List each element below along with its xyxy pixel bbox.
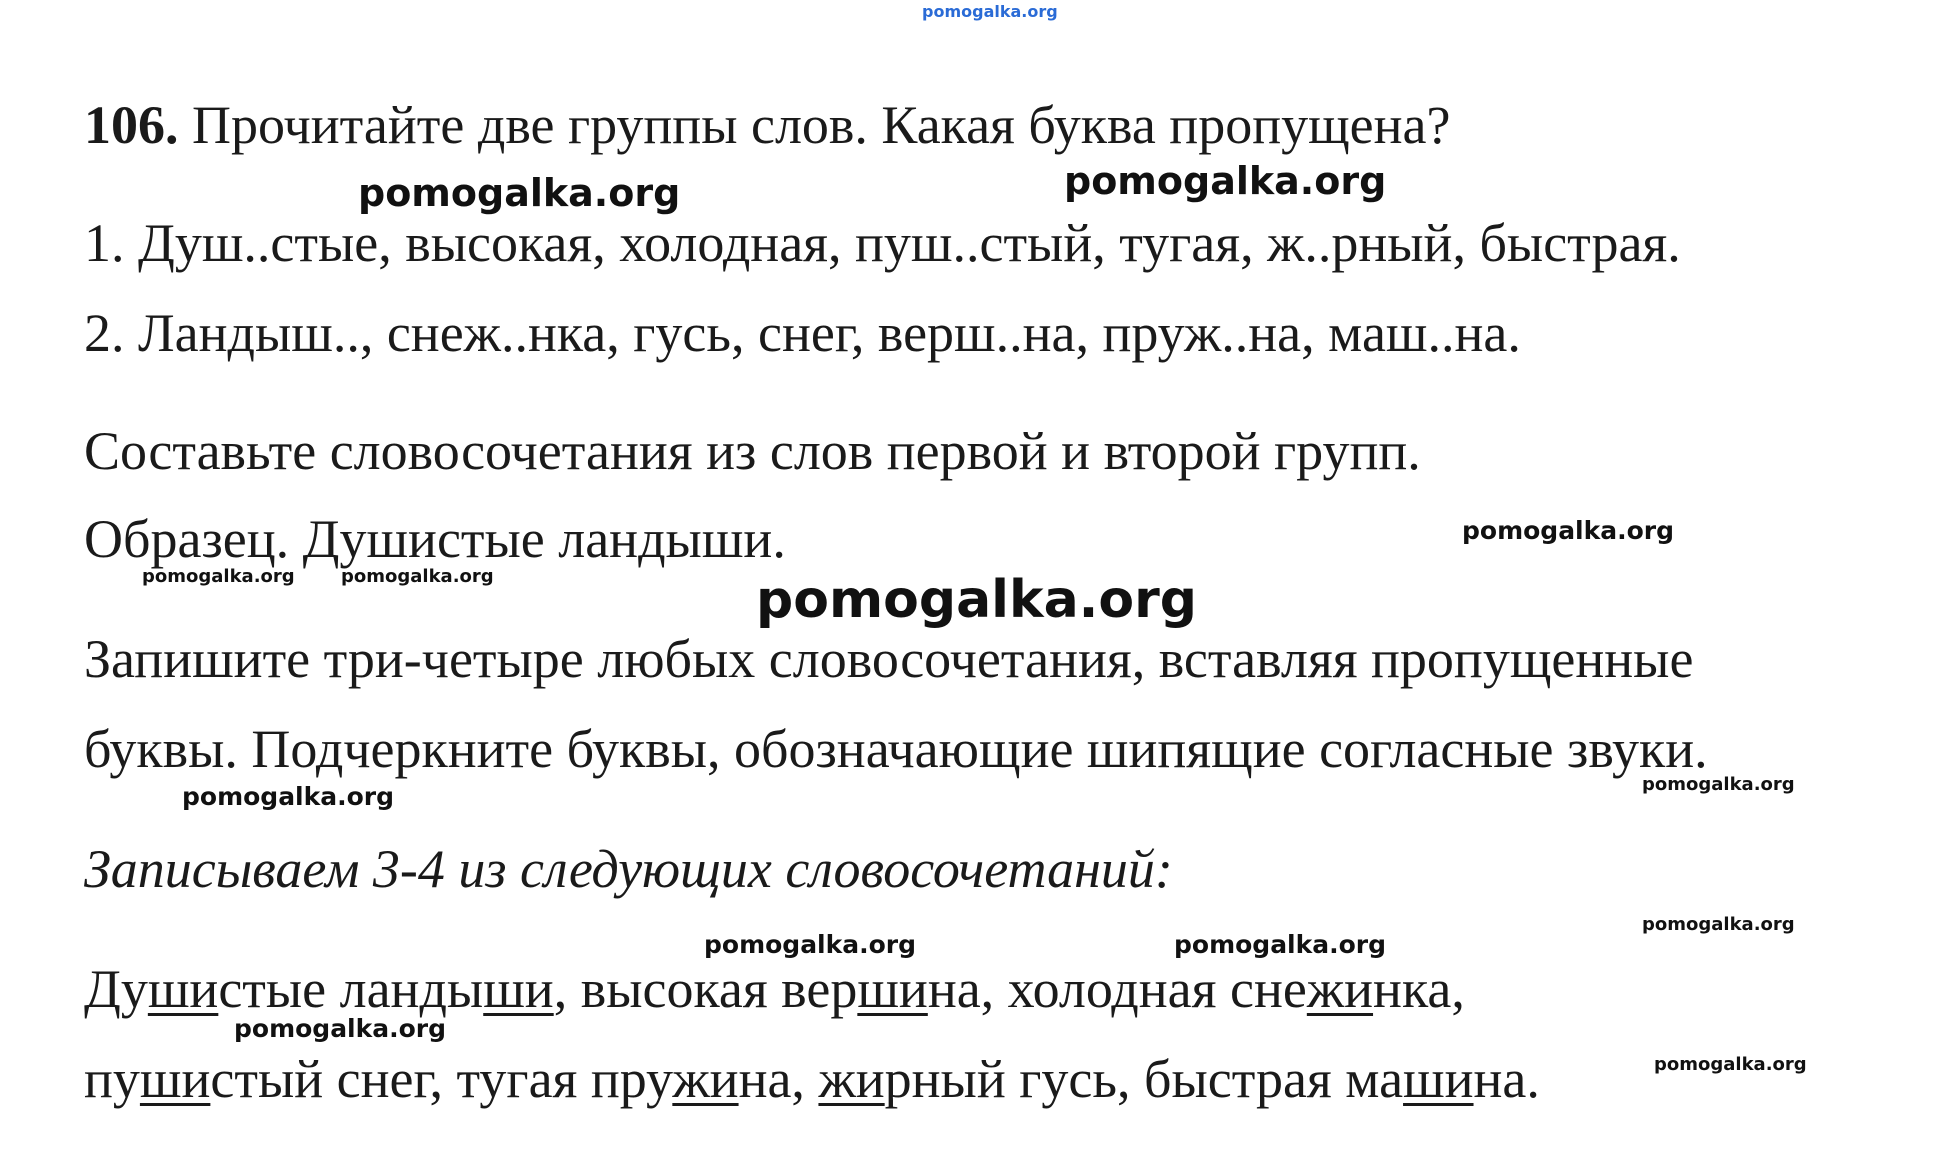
group-1: 1. Душ..стые, высокая, холодная, пуш..стый, тугая, ж..рный, быстрая.	[84, 213, 1681, 273]
underlined-letters: ши	[483, 959, 554, 1019]
underlined-letters: жи	[818, 1049, 885, 1109]
text-segment: стые ланды	[218, 959, 484, 1019]
watermark: pomogalka.org	[1654, 1054, 1807, 1075]
watermark: pomogalka.org	[1064, 159, 1387, 203]
underlined-letters: ши	[139, 1049, 211, 1109]
watermark: pomogalka.org	[1642, 774, 1795, 795]
watermark: pomogalka.org	[1462, 516, 1675, 545]
text-segment: на,	[738, 1049, 819, 1109]
text-segment: на, холодная сне	[927, 959, 1307, 1019]
text-segment: стый снег, тугая пру	[210, 1049, 673, 1109]
task-heading	[84, 95, 1451, 155]
watermark: pomogalka.org	[142, 566, 295, 587]
example-line: Образец. Душистые ландыши.	[84, 509, 786, 569]
text-segment: , высокая вер	[553, 959, 858, 1019]
watermark: pomogalka.org	[341, 566, 494, 587]
answer-intro: Записываем 3-4 из следующих словосочетаний:	[84, 839, 1173, 899]
underlined-letters: ши	[147, 959, 219, 1019]
header-watermark: pomogalka.org	[922, 2, 1058, 21]
text-segment: на.	[1473, 1049, 1540, 1109]
group-2: 2. Ландыш.., снеж..нка, гусь, снег, верш..на, пруж..на, маш..на.	[84, 303, 1521, 363]
watermark: pomogalka.org	[704, 930, 917, 959]
underlined-letters: ши	[857, 959, 928, 1019]
answer-line-1	[84, 959, 1465, 1019]
write-instruction-line1: Запишите три-четыре любых словосочетания, вставляя пропущенные	[84, 629, 1694, 689]
task-number: 106.	[84, 95, 179, 155]
watermark: pomogalka.org	[756, 570, 1198, 630]
write-instruction-line2: буквы. Подчеркните буквы, обозначающие шипящие согласные звуки.	[84, 719, 1708, 779]
answer-line-2	[84, 1049, 1540, 1109]
text-segment: рный гусь, быстрая ма	[884, 1049, 1404, 1109]
watermark: pomogalka.org	[1642, 914, 1795, 935]
compose-instruction: Составьте словосочетания из слов первой и второй групп.	[84, 421, 1421, 481]
watermark: pomogalka.org	[234, 1014, 447, 1043]
text-segment: нка,	[1373, 959, 1465, 1019]
underlined-letters: жи	[1306, 959, 1374, 1019]
text-segment: пу	[84, 1049, 140, 1109]
watermark: pomogalka.org	[358, 171, 681, 215]
underlined-letters: жи	[672, 1049, 739, 1109]
watermark: pomogalka.org	[1174, 930, 1387, 959]
text-segment: Ду	[84, 959, 148, 1019]
task-question: Прочитайте две группы слов. Какая буква пропущена?	[192, 95, 1451, 155]
underlined-letters: ши	[1403, 1049, 1474, 1109]
watermark: pomogalka.org	[182, 782, 395, 811]
